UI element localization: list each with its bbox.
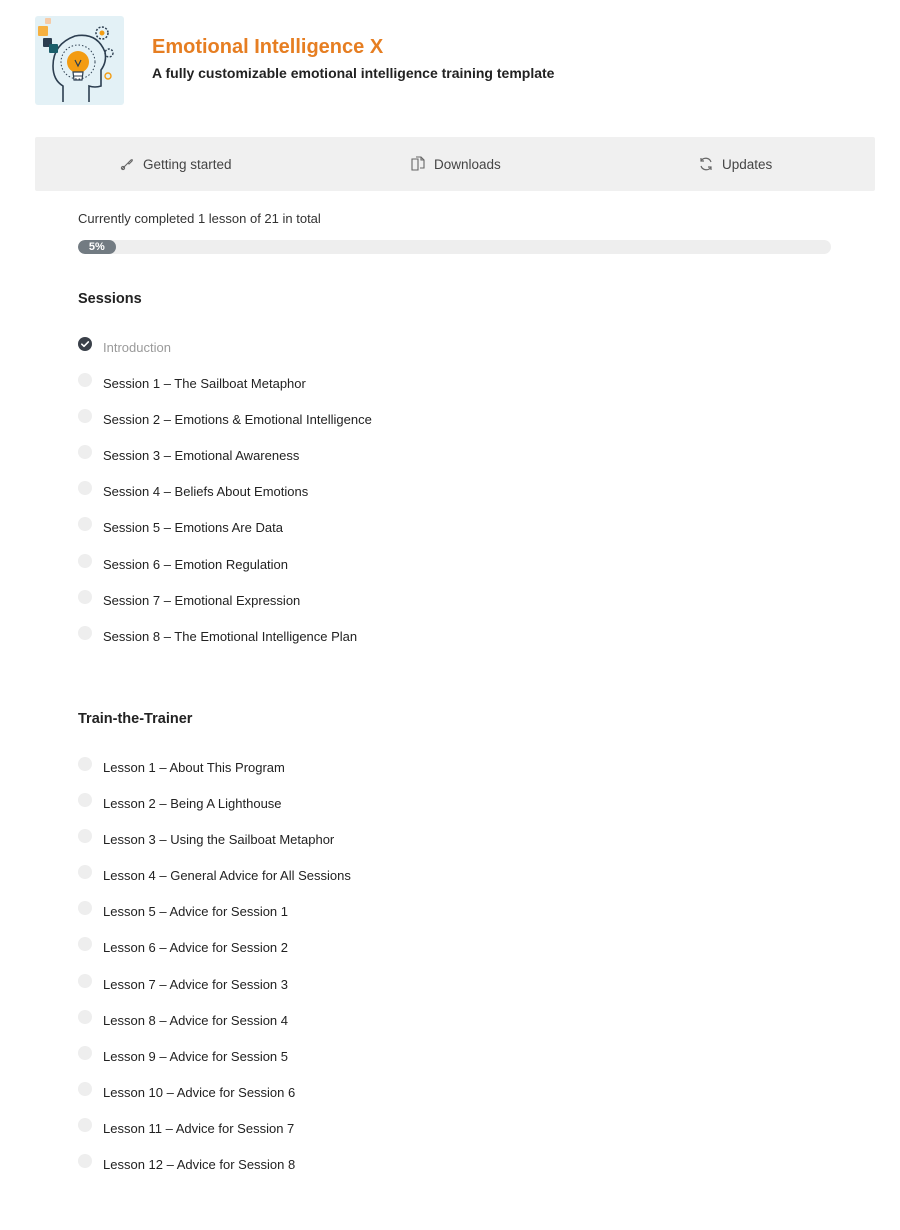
lesson-item[interactable] bbox=[78, 336, 372, 372]
incomplete-circle-icon bbox=[78, 974, 92, 988]
lesson-label: Lesson 4 – General Advice for All Sessions bbox=[103, 868, 351, 884]
tab-downloads-label: Downloads bbox=[434, 156, 501, 172]
lesson-label: Session 7 – Emotional Expression bbox=[103, 592, 301, 608]
course-subtitle: A fully customizable emotional intelligence training template bbox=[152, 65, 555, 81]
lesson-label: Lesson 12 – Advice for Session 8 bbox=[103, 1157, 296, 1173]
lesson-item[interactable] bbox=[78, 516, 372, 552]
lesson-label: Lesson 11 – Advice for Session 7 bbox=[103, 1120, 295, 1136]
incomplete-circle-icon bbox=[78, 1010, 92, 1024]
lesson-item[interactable] bbox=[78, 1009, 351, 1045]
course-tab-bar bbox=[35, 137, 875, 191]
lesson-label: Lesson 5 – Advice for Session 1 bbox=[103, 904, 289, 920]
lesson-label: Session 1 – The Sailboat Metaphor bbox=[103, 376, 306, 392]
lesson-item[interactable] bbox=[78, 408, 372, 444]
incomplete-circle-icon bbox=[78, 445, 92, 459]
lesson-item[interactable] bbox=[78, 756, 351, 792]
lesson-item[interactable] bbox=[78, 900, 351, 936]
lesson-item[interactable] bbox=[78, 444, 372, 480]
lesson-label: Lesson 2 – Being A Lighthouse bbox=[103, 796, 282, 812]
lesson-label: Session 3 – Emotional Awareness bbox=[103, 448, 300, 464]
refresh-icon bbox=[698, 156, 714, 172]
sessions-heading: Sessions bbox=[78, 291, 142, 307]
incomplete-circle-icon bbox=[78, 829, 92, 843]
lesson-item[interactable] bbox=[78, 1117, 351, 1153]
lesson-label: Lesson 9 – Advice for Session 5 bbox=[103, 1048, 289, 1064]
documents-icon bbox=[410, 156, 426, 172]
lesson-label: Session 8 – The Emotional Intelligence Plan bbox=[103, 628, 358, 644]
tab-updates-label: Updates bbox=[722, 156, 773, 172]
lesson-label: Lesson 6 – Advice for Session 2 bbox=[103, 940, 289, 956]
lesson-item[interactable] bbox=[78, 480, 372, 516]
course-logo bbox=[35, 16, 124, 105]
incomplete-circle-icon bbox=[78, 1082, 92, 1096]
lesson-label: Session 5 – Emotions Are Data bbox=[103, 520, 283, 536]
incomplete-circle-icon bbox=[78, 757, 92, 771]
checkmark-icon bbox=[78, 337, 92, 351]
tab-downloads[interactable] bbox=[410, 137, 501, 191]
lesson-item[interactable] bbox=[78, 792, 351, 828]
lesson-item[interactable] bbox=[78, 372, 372, 408]
progress-bar bbox=[78, 240, 831, 254]
tab-getting-started[interactable] bbox=[119, 137, 232, 191]
lesson-item[interactable] bbox=[78, 1045, 351, 1081]
lesson-item[interactable] bbox=[78, 864, 351, 900]
incomplete-circle-icon bbox=[78, 517, 92, 531]
lesson-label: Session 4 – Beliefs About Emotions bbox=[103, 484, 309, 500]
tab-updates[interactable] bbox=[698, 137, 772, 191]
lesson-label: Session 6 – Emotion Regulation bbox=[103, 556, 289, 572]
course-title: Emotional Intelligence X bbox=[152, 36, 384, 58]
incomplete-circle-icon bbox=[78, 373, 92, 387]
train-the-trainer-list bbox=[78, 756, 351, 1189]
incomplete-circle-icon bbox=[78, 554, 92, 568]
incomplete-circle-icon bbox=[78, 626, 92, 640]
incomplete-circle-icon bbox=[78, 1154, 92, 1168]
incomplete-circle-icon bbox=[78, 865, 92, 879]
lesson-label: Lesson 3 – Using the Sailboat Metaphor bbox=[103, 832, 335, 848]
incomplete-circle-icon bbox=[78, 901, 92, 915]
incomplete-circle-icon bbox=[78, 1046, 92, 1060]
lesson-item[interactable] bbox=[78, 589, 372, 625]
lesson-item[interactable] bbox=[78, 1081, 351, 1117]
lesson-label: Introduction bbox=[103, 340, 171, 355]
lightbulb-head-icon bbox=[35, 16, 124, 105]
lesson-label: Session 2 – Emotions & Emotional Intelligence bbox=[103, 412, 372, 428]
train-the-trainer-heading: Train-the-Trainer bbox=[78, 711, 193, 727]
incomplete-circle-icon bbox=[78, 590, 92, 604]
lesson-label: Lesson 7 – Advice for Session 3 bbox=[103, 976, 289, 992]
lesson-label: Lesson 1 – About This Program bbox=[103, 760, 285, 775]
lesson-label: Lesson 8 – Advice for Session 4 bbox=[103, 1012, 289, 1028]
incomplete-circle-icon bbox=[78, 937, 92, 951]
lesson-item[interactable] bbox=[78, 936, 351, 972]
lesson-label: Lesson 10 – Advice for Session 6 bbox=[103, 1084, 296, 1100]
sessions-list bbox=[78, 336, 372, 661]
rocket-icon bbox=[119, 156, 135, 172]
lesson-item[interactable] bbox=[78, 973, 351, 1009]
lesson-item[interactable] bbox=[78, 625, 372, 661]
incomplete-circle-icon bbox=[78, 409, 92, 423]
lesson-item[interactable] bbox=[78, 553, 372, 589]
incomplete-circle-icon bbox=[78, 793, 92, 807]
lesson-item[interactable] bbox=[78, 1153, 351, 1189]
lesson-item[interactable] bbox=[78, 828, 351, 864]
incomplete-circle-icon bbox=[78, 1118, 92, 1132]
incomplete-circle-icon bbox=[78, 481, 92, 495]
tab-getting-started-label: Getting started bbox=[143, 156, 232, 172]
progress-bar-fill: 5% bbox=[78, 240, 116, 254]
progress-summary: Currently completed 1 lesson of 21 in total bbox=[78, 211, 321, 226]
